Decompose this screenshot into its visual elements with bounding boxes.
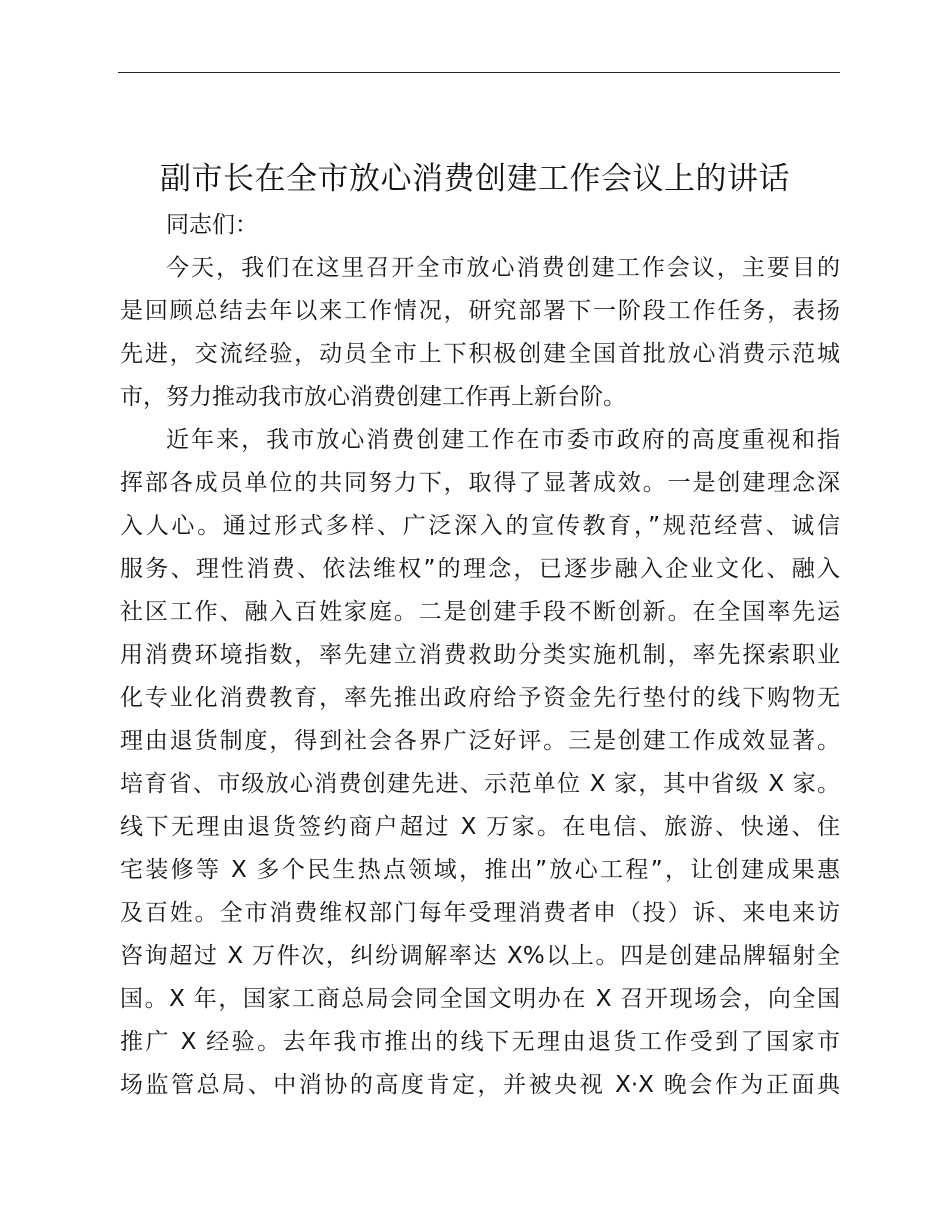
- paragraph-line: 用消费环境指数，率先建立消费救助分类实施机制，率先探索职业: [120, 642, 840, 668]
- paragraph-line: 先进，交流经验，动员全市上下积极创建全国首批放心消费示范城: [120, 341, 840, 367]
- document-body: [120, 204, 840, 1107]
- paragraph-line: 场监管总局、中消协的高度肯定，并被央视 X·X 晚会作为正面典: [120, 1072, 840, 1098]
- paragraph-line: 服务、理性消费、依法维权”的理念，已逐步融入企业文化、融入: [120, 556, 840, 582]
- paragraph-line: 培育省、市级放心消费创建先进、示范单位 X 家，其中省级 X 家。: [120, 771, 840, 797]
- paragraph-line: 宅装修等 X 多个民生热点领域，推出”放心工程”，让创建成果惠: [120, 857, 840, 883]
- paragraph-line: 咨询超过 X 万件次，纠纷调解率达 X%以上。四是创建品牌辐射全: [120, 943, 840, 969]
- paragraph-line: 国。X 年，国家工商总局会同全国文明办在 X 召开现场会，向全国: [120, 986, 840, 1012]
- paragraph-line: 化专业化消费教育，率先推出政府给予资金先行垫付的线下购物无: [120, 685, 840, 711]
- paragraph-line: 线下无理由退货签约商户超过 X 万家。在电信、旅游、快递、住: [120, 814, 840, 840]
- paragraph-line: 及百姓。全市消费维权部门每年受理消费者申（投）诉、来电来访: [120, 900, 840, 926]
- salutation-line: 同志们：: [166, 212, 258, 238]
- paragraph-line: 社区工作、融入百姓家庭。二是创建手段不断创新。在全国率先运: [120, 599, 840, 625]
- document-title: 副市长在全市放心消费创建工作会议上的讲话: [160, 160, 790, 197]
- paragraph-line: 理由退货制度，得到社会各界广泛好评。三是创建工作成效显著。: [120, 728, 840, 754]
- header-rule: [118, 72, 840, 73]
- paragraph-line: 市，努力推动我市放心消费创建工作再上新台阶。: [120, 384, 626, 410]
- paragraph-line: 是回顾总结去年以来工作情况，研究部署下一阶段工作任务，表扬: [120, 298, 840, 324]
- paragraph-line: 今天，我们在这里召开全市放心消费创建工作会议，主要目的: [166, 255, 840, 281]
- paragraph-line: 近年来，我市放心消费创建工作在市委市政府的高度重视和指: [166, 427, 840, 453]
- paragraph-line: 挥部各成员单位的共同努力下，取得了显著成效。一是创建理念深: [120, 470, 840, 496]
- paragraph-line: 推广 X 经验。去年我市推出的线下无理由退货工作受到了国家市: [120, 1029, 840, 1055]
- paragraph-line: 入人心。通过形式多样、广泛深入的宣传教育，”规范经营、诚信: [120, 513, 840, 539]
